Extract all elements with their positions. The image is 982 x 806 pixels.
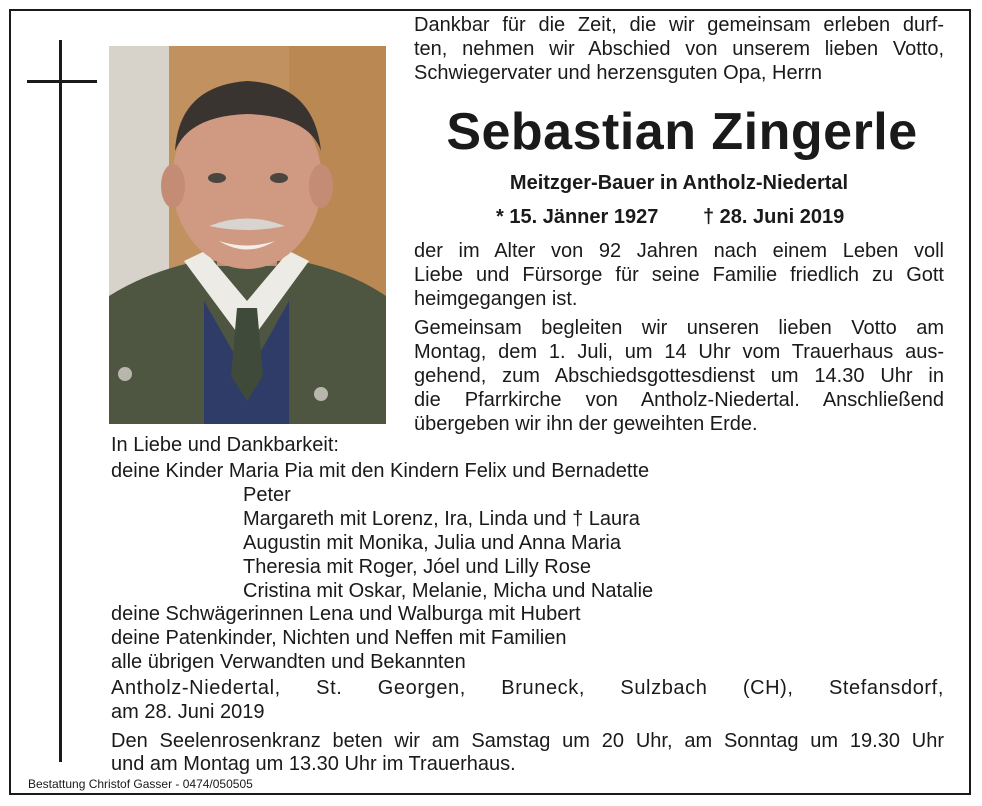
mourners-heading: In Liebe und Dankbarkeit:: [111, 434, 339, 456]
funeral-line-5: übergeben wir ihn der geweihten Erde.: [414, 413, 758, 435]
death-date: † 28. Juni 2019: [703, 206, 845, 228]
funeral-line-3: gehend, zum Abschiedsgottesdienst um 14.30 Uhr in: [414, 365, 944, 387]
child-entry: Margareth mit Lorenz, Ira, Linda und † Laura: [243, 508, 640, 530]
age-line-1: der im Alter von 92 Jahren nach einem Leben voll: [414, 240, 944, 262]
place-date: am 28. Juni 2019: [111, 701, 265, 723]
deceased-occupation: Meitzger-Bauer in Antholz-Niedertal: [509, 172, 849, 194]
cross-symbol-horizontal: [27, 80, 97, 83]
age-line-3: heimgegangen ist.: [414, 288, 578, 310]
portrait-photo: [109, 46, 386, 424]
godchildren: deine Patenkinder, Nichten und Neffen mit Familien: [111, 627, 567, 649]
child-entry: Augustin mit Monika, Julia und Anna Maria: [243, 532, 621, 554]
other-relatives: alle übrigen Verwandten und Bekannten: [111, 651, 466, 673]
deceased-name: Sebastian Zingerle: [446, 103, 918, 161]
funeral-line-1: Gemeinsam begleiten wir unseren lieben Votto am: [414, 317, 944, 339]
children-lead: deine Kinder Maria Pia mit den Kindern Felix und Bernadette: [111, 460, 650, 482]
sisters-in-law: deine Schwägerinnen Lena und Walburga mit Hubert: [111, 603, 581, 625]
birth-date: * 15. Jänner 1927: [496, 206, 659, 228]
funeral-line-4: die Pfarrkirche von Antholz-Niedertal. Anschließend: [414, 389, 944, 411]
rosary-line-2: und am Montag um 13.30 Uhr im Trauerhaus.: [111, 753, 516, 775]
child-entry: Theresia mit Roger, Jóel und Lilly Rose: [243, 556, 591, 578]
places-line: Antholz-Niedertal, St. Georgen, Bruneck, Sulzbach (CH), Stefansdorf,: [111, 677, 944, 699]
funeral-home-footer: Bestattung Christof Gasser - 0474/050505: [28, 777, 253, 791]
child-entry: Cristina mit Oskar, Melanie, Micha und Natalie: [243, 580, 654, 602]
cross-symbol-vertical: [59, 40, 62, 762]
intro-line-1: Dankbar für die Zeit, die wir gemeinsam erleben durf-: [414, 14, 944, 36]
funeral-line-2: Montag, dem 1. Juli, um 14 Uhr vom Trauerhaus aus-: [414, 341, 944, 363]
intro-line-2: ten, nehmen wir Abschied von unserem lieben Votto,: [414, 38, 944, 60]
child-entry: Peter: [243, 484, 291, 506]
intro-line-3: Schwiegervater und herzensguten Opa, Herrn: [414, 62, 823, 84]
rosary-line-1: Den Seelenrosenkranz beten wir am Samstag um 20 Uhr, am Sonntag um 19.30 Uhr: [111, 730, 944, 752]
age-line-2: Liebe und Fürsorge für seine Familie friedlich zu Gott: [414, 264, 944, 286]
portrait-illustration: [109, 46, 386, 424]
